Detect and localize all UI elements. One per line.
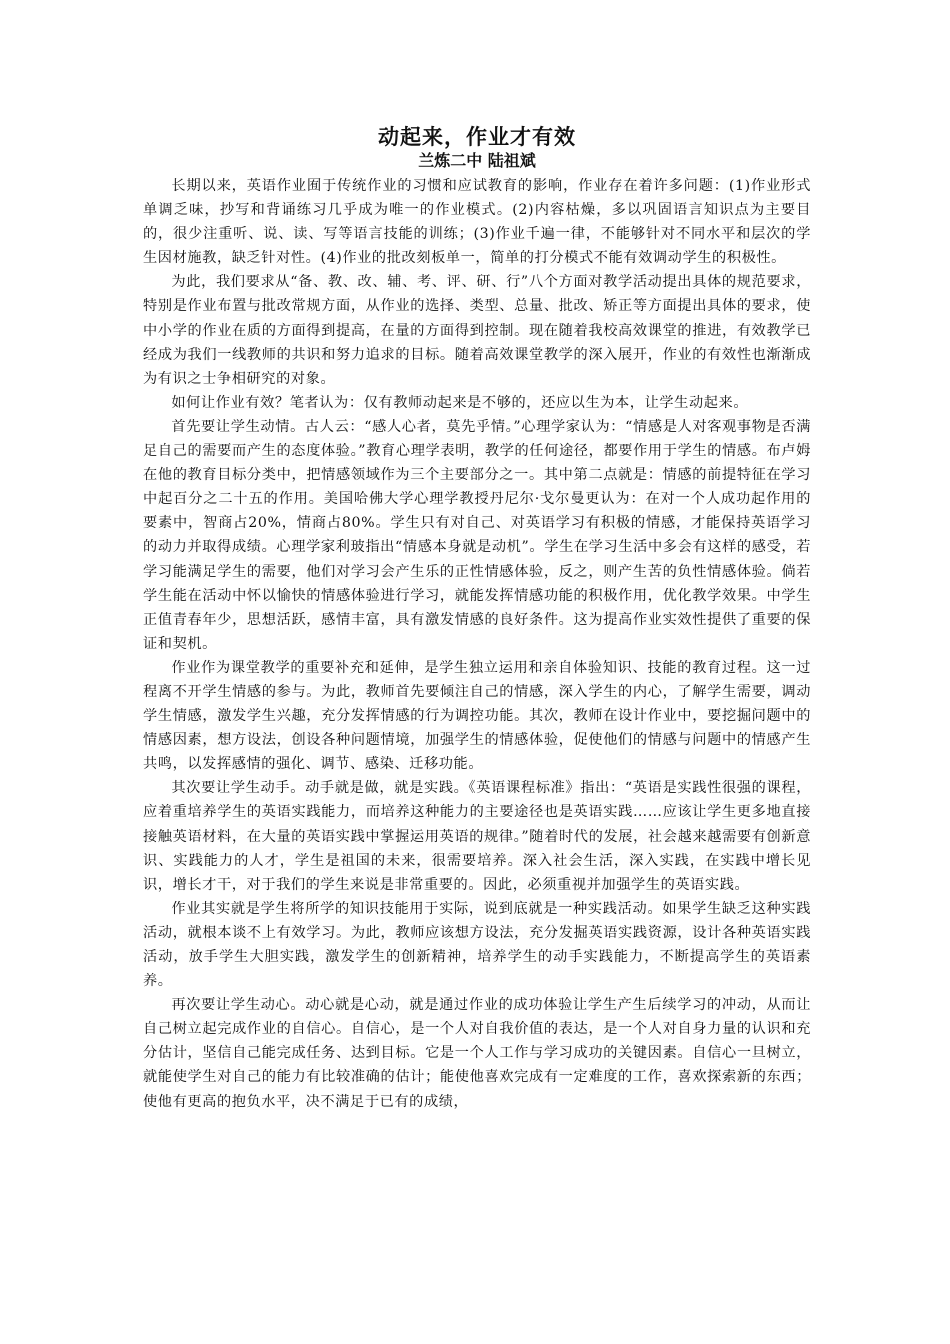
- paragraph-2: 为此，我们要求从“备、教、改、辅、考、评、研、行”八个方面对教学活动提出具体的规范要求，特别是作业布置与批改常规方面，从作业的选择、类型、总量、批改、矫正等方面提出具体的要求，使中小学的作业在质的方面得到提高，在量的方面得到控制。现在随着我校高效课堂的推进，有效教学已经成为我们一线教师的共识和努力追求的目标。随着高效课堂教学的深入展开，作业的有效性也渐渐成为有识之士争相研究的对象。: [143, 274, 811, 387]
- paragraph-1: 长期以来，英语作业囿于传统作业的习惯和应试教育的影响，作业存在着许多问题：(1)作业形式单调乏味，抄写和背诵练习几乎成为唯一的作业模式。(2)内容枯燥，多以巩固语言知识点为主要目的，很少注重听、说、读、写等语言技能的训练；(3)作业千遍一律，不能够针对不同水平和层次的学生因材施教，缺乏针对性。(4)作业的批改刻板单一，简单的打分模式不能有效调动学生的积极性。: [143, 178, 811, 267]
- document-page: [143, 124, 811, 1114]
- paragraph-4: 首先要让学生动情。古人云：“感人心者，莫先乎情。”心理学家认为：“情感是人对客观事物是否满足自己的需要而产生的态度体验。”教育心理学表明，教学的任何途径，都要作用于学生的情感。布卢姆在他的教育目标分类中，把情感领域作为三个主要部分之一。其中第二点就是：情感的前提特征在学习中起百分之二十五的作用。美国哈佛大学心理学教授丹尼尔·戈尔曼更认为：在对一个人成功起作用的要素中，智商占20%，情商占80%。学生只有对自己、对英语学习有积极的情感，才能保持英语学习的动力并取得成绩。心理学家利玻指出“情感本身就是动机”。学生在学习生活中多会有这样的感受，若学习能满足学生的需要，他们对学习会产生乐的正性情感体验，反之，则产生苦的负性情感体验。倘若学生能在活动中怀以愉快的情感体验进行学习，就能发挥情感功能的积极作用，优化教学效果。中学生正值青春年少，思想活跃，感情丰富，具有激发情感的良好条件。这为提高作业实效性提供了重要的保证和契机。: [143, 418, 811, 652]
- document-title: 动起来，作业才有效: [378, 125, 576, 149]
- paragraph-6: 其次要让学生动手。动手就是做，就是实践。《英语课程标准》指出：“英语是实践性很强的课程，应着重培养学生的英语实践能力，而培养这种能力的主要途径也是英语实践……应该让学生更多地直接接触英语材料，在大量的英语实践中掌握运用英语的规律。”随着时代的发展，社会越来越需要有创新意识、实践能力的人才，学生是祖国的未来，很需要培养。深入社会生活，深入实践，在实践中增长见识，增长才干，对于我们的学生来说是非常重要的。因此，必须重视并加强学生的英语实践。: [143, 780, 811, 893]
- paragraph-3: 如何让作业有效？笔者认为：仅有教师动起来是不够的，还应以生为本，让学生动起来。: [171, 394, 749, 411]
- paragraph-7: 作业其实就是学生将所学的知识技能用于实际，说到底就是一种实践活动。如果学生缺乏这种实践活动，就根本谈不上有效学习。为此，教师应该想方设法，充分发掘英语实践资源，设计各种英语实践活动，放手学生大胆实践，激发学生的创新精神，培养学生的动手实践能力，不断提高学生的英语素养。: [143, 900, 811, 990]
- paragraph-8: 再次要让学生动心。动心就是心动，就是通过作业的成功体验让学生产生后续学习的冲动，从而让自己树立起完成作业的自信心。自信心，是一个人对自我价值的表达，是一个人对自身力量的认识和充分估计，坚信自己能完成任务、达到目标。它是一个人工作与学习成功的关键因素。自信心一旦树立，就能使学生对自己的能力有比较准确的估计；能使他喜欢完成有一定难度的工作，喜欢探索新的东西；使他有更高的抱负水平，决不满足于已有的成绩，: [143, 997, 811, 1110]
- author-line: 兰炼二中 陆祖斌: [418, 151, 536, 170]
- paragraph-5: 作业作为课堂教学的重要补充和延伸，是学生独立运用和亲自体验知识、技能的教育过程。这一过程离不开学生情感的参与。为此，教师首先要倾注自己的情感，深入学生的内心，了解学生需要，调动学生情感，激发学生兴趣，充分发挥情感的行为调控功能。其次，教师在设计作业中，要挖掘问题中的情感因素，想方设法，创设各种问题情境，加强学生的情感体验，促使他们的情感与问题中的情感产生共鸣，以发挥感情的强化、调节、感染、迁移功能。: [143, 659, 811, 773]
